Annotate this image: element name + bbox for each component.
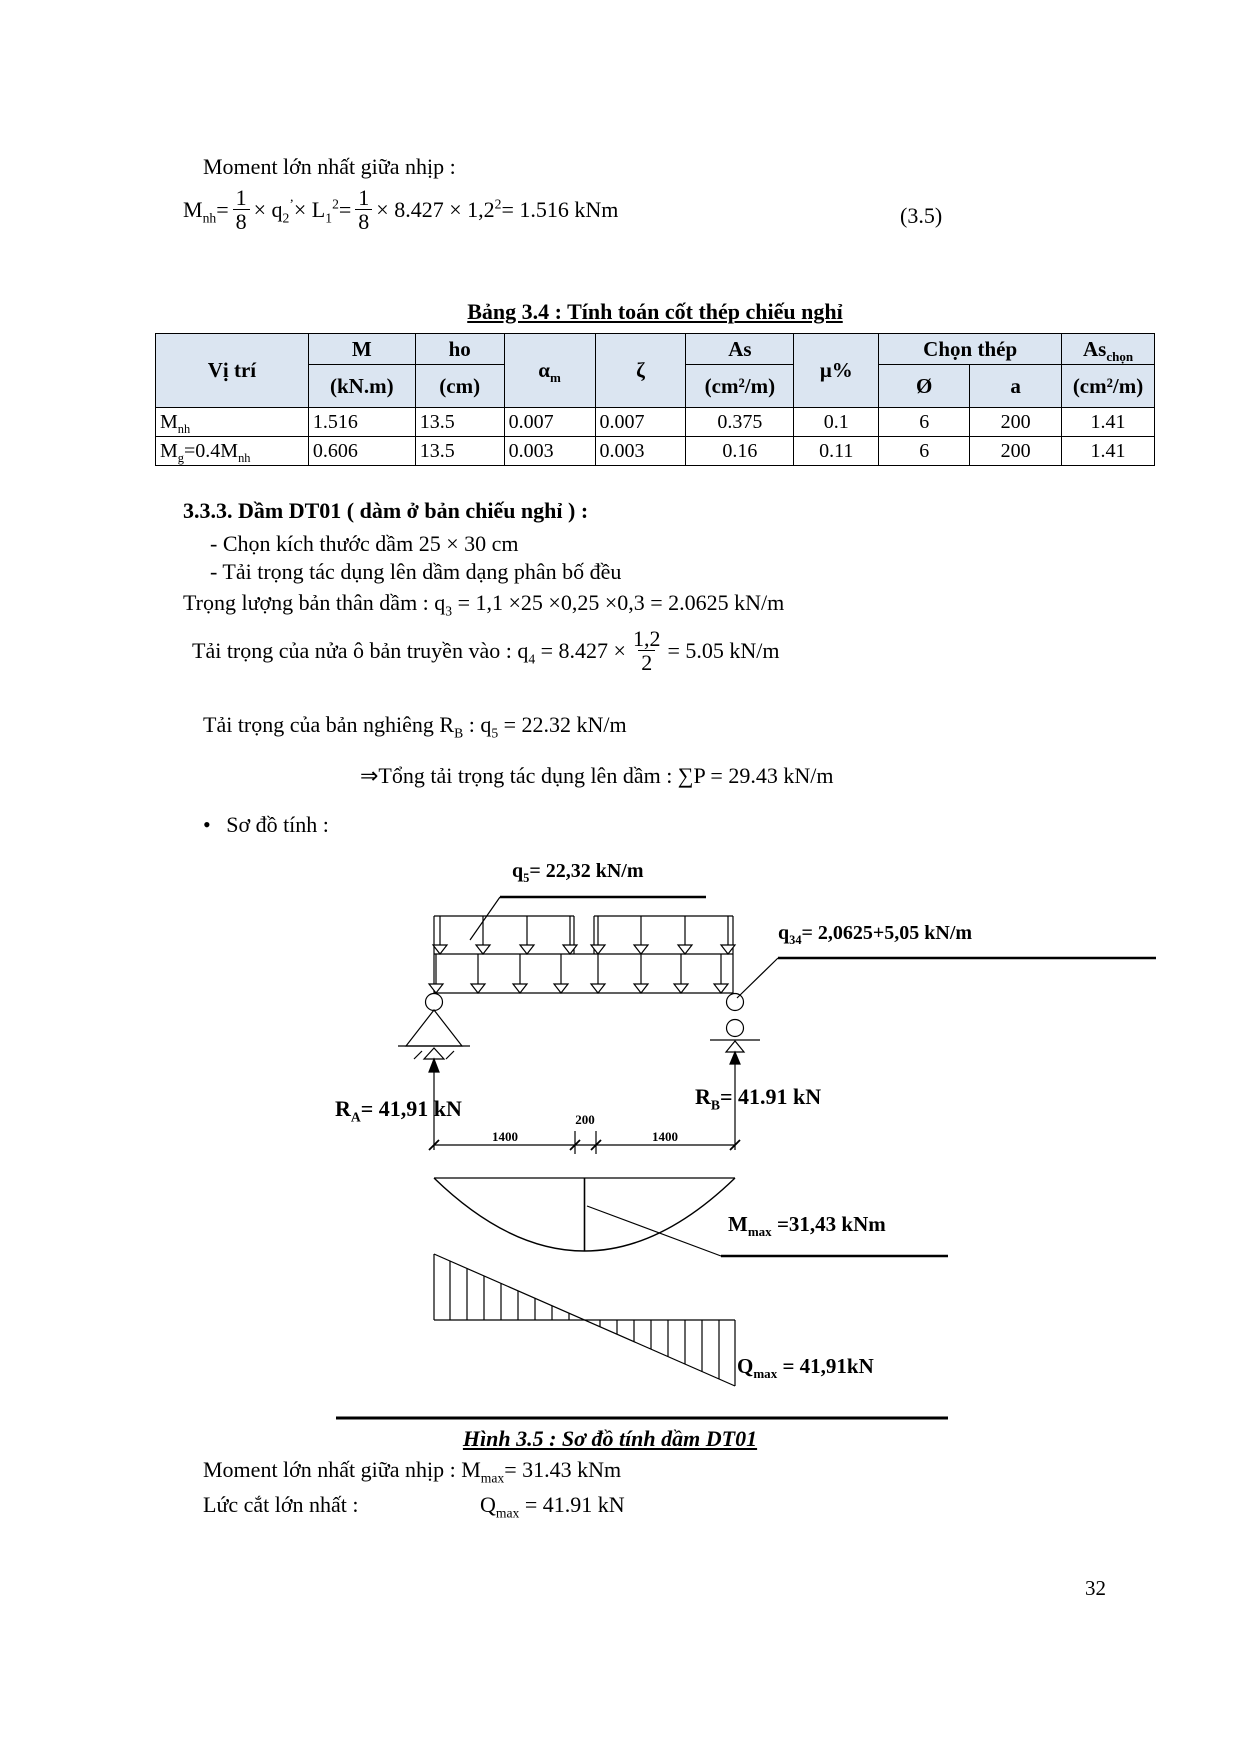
q3-line: Trọng lượng bản thân dầm : $q_3 = 1,1 \times 25 \times 0,25 \times 0,3 = 2.0625$ kN/m: [183, 590, 785, 619]
q4-line: [192, 627, 780, 674]
cell-alpha: 0.007: [504, 408, 595, 437]
cell-as: 0.16: [686, 437, 794, 466]
pin-support: [398, 994, 470, 1060]
col-header-vitri: Vị trí: [156, 334, 309, 408]
table-row: [156, 437, 1155, 466]
dim-200: 200: [575, 1112, 595, 1127]
result-moment-line: Moment lớn nhất giữa nhịp : $M_{max}= 31.43$ kNm: [203, 1457, 622, 1486]
cell-zeta: 0.007: [595, 408, 686, 437]
reaction-a-label: $R_A= 41,91$ kN: [335, 1096, 462, 1125]
cell-aschon: 1.41: [1062, 437, 1155, 466]
row-label: $M_{nh}$: [156, 408, 309, 437]
cell-m: 0.606: [308, 437, 415, 466]
cell-m: 1.516: [308, 408, 415, 437]
formula-lhs: $M_{nh}=$: [183, 196, 229, 225]
col-header-m: M: [308, 334, 415, 365]
section-heading: 3.3.3. Dầm DT01 ( dàm ở bản chiếu nghỉ ) :: [183, 498, 589, 523]
col-unit-aschon: (cm²/m): [1062, 365, 1155, 408]
cell-aschon: 1.41: [1062, 408, 1155, 437]
q4-text: Tải trọng của nửa ô bản truyền vào : $q_4 = 8.427$ ×: [192, 637, 626, 666]
mmax-label: $M_{max} =31,43$ kNm: [728, 1212, 886, 1240]
col-unit-as: (cm²/m): [686, 365, 794, 408]
page-number: 32: [1085, 1576, 1106, 1600]
upper-load-arrows: [433, 916, 735, 954]
row-label: $M_g=0.4M_{nh}$: [156, 437, 309, 466]
so-do-tinh-line: • Sơ đồ tính :: [203, 812, 329, 837]
cell-ho: 13.5: [415, 408, 504, 437]
cell-as: 0.375: [686, 408, 794, 437]
equation-number: (3.5): [900, 203, 943, 228]
result-shear-label: Lức cắt lớn nhất :: [203, 1492, 359, 1517]
col-header-aschon: $As_{chọn}$: [1062, 334, 1155, 365]
table-title: Bảng 3.4 : Tính toán cốt thép chiếu nghỉ: [467, 299, 843, 324]
intro-line: Moment lớn nhất giữa nhịp :: [203, 154, 456, 179]
lower-load-arrows: [429, 954, 728, 993]
qs-load-label: $q_5= 22,32$ kN/m: [512, 860, 644, 885]
qmax-label: $Q_{max} = 41,91kN$: [737, 1354, 874, 1382]
figure-caption: Hình 3.5 : Sơ đồ tính dầm DT01: [462, 1426, 758, 1451]
result-shear-value: $Q_{max} = 41.91$ kN: [480, 1492, 625, 1521]
rebar-table: [155, 333, 1155, 466]
fraction-1-8: $\frac{1}{8}$: [233, 186, 250, 233]
dim-1400-left: 1400: [492, 1129, 518, 1144]
bullet-size: - Chọn kích thước dầm 25 × 30 cm: [210, 531, 519, 556]
col-header-as: As: [686, 334, 794, 365]
sum-load-line: ⇒Tổng tải trọng tác dụng lên dầm : ∑P = 29.43 kN/m: [360, 763, 834, 788]
roller-support: [710, 994, 760, 1053]
cell-alpha: 0.003: [504, 437, 595, 466]
fraction-12-2: $\frac{1,2}{2}$: [632, 626, 661, 676]
formula-mid1: × $q_2^’\times L_1^2=$: [253, 196, 352, 225]
formula-3-5: [183, 186, 618, 233]
fraction-1-8-b: $\frac{1}{8}$: [355, 186, 372, 233]
shear-diagram: [434, 1254, 735, 1386]
reaction-b-label: $R_B= 41.91$ kN: [695, 1084, 822, 1113]
col-unit-ho: (cm): [415, 365, 504, 408]
col-unit-m: (kN.m): [308, 365, 415, 408]
col-header-zeta: ζ: [595, 334, 686, 408]
col-header-phi: Ø: [879, 365, 970, 408]
cell-ho: 13.5: [415, 437, 504, 466]
bullet-load: - Tải trọng tác dụng lên dầm dạng phân bố đều: [210, 559, 622, 584]
cell-zeta: 0.003: [595, 437, 686, 466]
col-header-mu: μ%: [794, 334, 879, 408]
bullet-icon: •: [203, 812, 211, 837]
q4-result: = 5.05 kN/m: [667, 637, 780, 663]
q5-line: Tải trọng của bản nghiêng $R_B$ : $q_5 = 22.32$ kN/m: [203, 712, 627, 741]
col-header-ho: ho: [415, 334, 504, 365]
cell-a: 200: [970, 437, 1062, 466]
table-row: [156, 408, 1155, 437]
col-header-a: a: [970, 365, 1062, 408]
cell-phi: 6: [879, 408, 970, 437]
col-header-chon-thep: Chọn thép: [879, 334, 1062, 365]
q34-load-label: $q_{34}= 2,0625+5,05$ kN/m: [778, 922, 973, 947]
cell-phi: 6: [879, 437, 970, 466]
formula-mid2: × $8.427 \times 1,2^2= 1.516$ kNm: [376, 196, 619, 222]
cell-mu: 0.1: [794, 408, 879, 437]
col-header-alpha: $\alpha_m$: [504, 334, 595, 408]
dim-1400-right: 1400: [652, 1129, 678, 1144]
cell-a: 200: [970, 408, 1062, 437]
beam-diagram: [300, 848, 1160, 1428]
cell-mu: 0.11: [794, 437, 879, 466]
